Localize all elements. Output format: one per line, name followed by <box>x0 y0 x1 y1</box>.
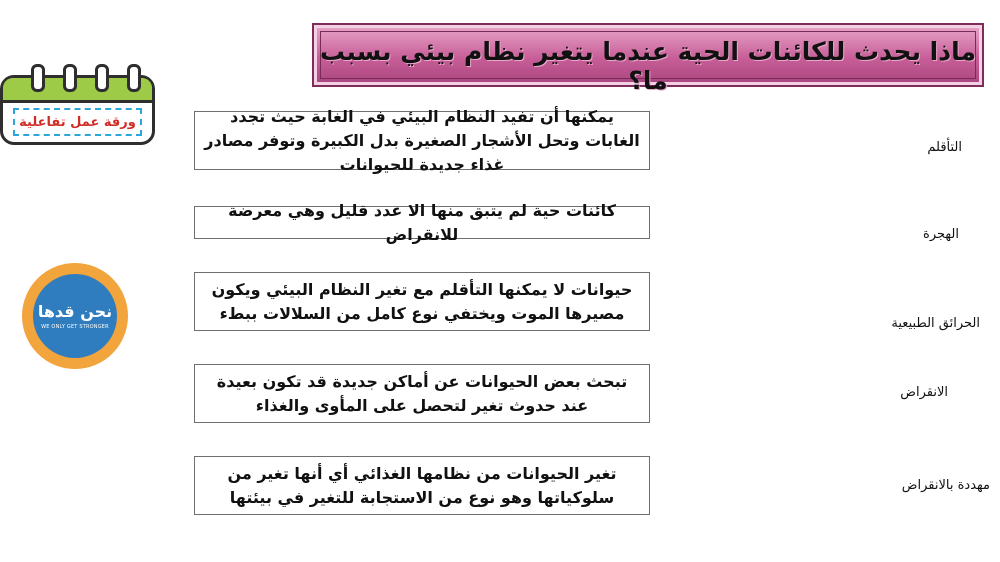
calendar-ring-icon <box>31 64 45 92</box>
calendar-ring-icon <box>95 64 109 92</box>
term-extinction[interactable]: الانقراض <box>900 385 948 400</box>
term-adaptation[interactable]: التأقلم <box>927 140 962 155</box>
worksheet-label: ورقة عمل تفاعلية <box>13 108 142 136</box>
calendar-ring-icon <box>63 64 77 92</box>
logo-inner-circle <box>33 274 117 358</box>
description-box-3[interactable]: حيوانات لا يمكنها التأقلم مع تغير النظام البيئي ويكون مصيرها الموت ويختفي نوع كامل من السلالات ببطء <box>194 272 650 331</box>
page-title: ماذا يحدث للكائنات الحية عندما يتغير نظام بيئي بسبب ما؟ <box>320 37 976 95</box>
description-box-1[interactable]: يمكنها أن تفيد النظام البيئي في الغابة حيث تجدد الغابات وتحل الأشجار الصغيرة بدل الكبيرة وتوفر مصادر غذاء جديدة للحيوانات <box>194 111 650 170</box>
description-box-4[interactable]: تبحث بعض الحيوانات عن أماكن جديدة قد تكون بعيدة عند حدوث تغير لتحصل على المأوى والغذاء <box>194 364 650 423</box>
logo <box>22 263 128 369</box>
description-box-5[interactable]: تغير الحيوانات من نظامها الغذائي أي أنها تغير من سلوكياتها وهو نوع من الاستجابة للتغير في بيئتها <box>194 456 650 515</box>
logo-main-text: نحن قدها <box>37 301 113 321</box>
term-endangered[interactable]: مهددة بالانقراض <box>901 478 990 493</box>
calendar-ring-icon <box>127 64 141 92</box>
term-natural-fires[interactable]: الحرائق الطبيعية <box>891 316 980 331</box>
title-banner <box>312 23 984 95</box>
logo-sub-text: WE ONLY GET STRONGER <box>41 323 109 330</box>
description-box-2[interactable]: كائنات حية لم يتبق منها الا عدد قليل وهي معرضة للانقراض <box>194 206 650 239</box>
term-migration[interactable]: الهجرة <box>923 227 959 242</box>
worksheet-calendar-badge <box>0 75 155 145</box>
